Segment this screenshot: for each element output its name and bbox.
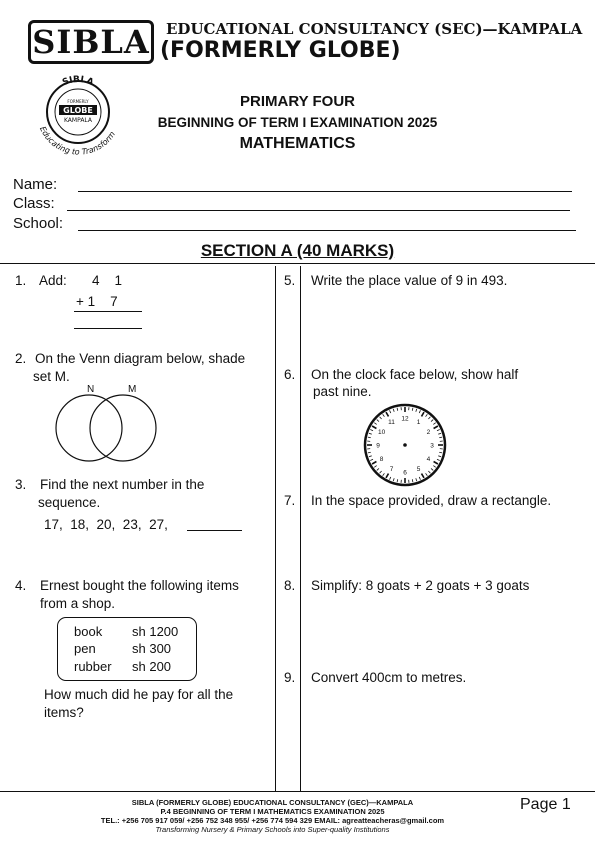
q3-text-continued: sequence. bbox=[38, 495, 101, 510]
column-divider-left bbox=[275, 266, 276, 791]
clock-number: 6 bbox=[403, 469, 407, 477]
item-name: pen bbox=[74, 641, 96, 656]
section-divider bbox=[0, 263, 595, 264]
item-price: sh 300 bbox=[132, 641, 172, 656]
logo-motto: Educating to Transform bbox=[37, 125, 118, 157]
clock-number: 4 bbox=[426, 456, 431, 463]
clock-number: 8 bbox=[379, 456, 384, 463]
clock-center bbox=[403, 443, 407, 447]
q1-text: Add: bbox=[39, 273, 67, 288]
school-line[interactable] bbox=[78, 230, 576, 231]
item-name: book bbox=[74, 624, 103, 639]
class-field[interactable] bbox=[13, 195, 55, 212]
clock-number: 3 bbox=[430, 442, 434, 450]
clock-number: 2 bbox=[426, 429, 431, 436]
clock-number: 1 bbox=[416, 419, 421, 427]
q1-top-number: 4 1 bbox=[92, 273, 123, 288]
q6-number: 6. bbox=[284, 367, 296, 382]
clock-number: 5 bbox=[416, 465, 421, 473]
q8-number: 8. bbox=[284, 578, 296, 593]
q5-text: Write the place value of 9 in 493. bbox=[311, 273, 508, 288]
q7-number: 7. bbox=[284, 493, 296, 508]
q6-text: On the clock face below, show half bbox=[311, 367, 519, 382]
shopping-items-box bbox=[57, 617, 197, 681]
q4-question-continued: items? bbox=[44, 705, 84, 720]
logo-top-text: SIBLA bbox=[61, 74, 95, 89]
class-level: PRIMARY FOUR bbox=[239, 93, 355, 110]
org-name: EDUCATIONAL CONSULTANCY (SEC)—KAMPALA bbox=[166, 20, 583, 38]
logo-formerly: FORMERLY bbox=[67, 99, 89, 104]
q3-answer-line[interactable] bbox=[187, 530, 242, 531]
q1-bottom-number: + 1 7 bbox=[76, 294, 118, 309]
clock-number: 10 bbox=[378, 429, 386, 436]
q4-number: 4. bbox=[15, 578, 27, 593]
footer-divider bbox=[0, 791, 595, 792]
q2-text-continued: set M. bbox=[33, 369, 70, 384]
q3-sequence: 17, 18, 20, 23, 27, bbox=[44, 517, 168, 532]
q4-question: How much did he pay for all the bbox=[44, 687, 234, 702]
q4-text-continued: from a shop. bbox=[40, 596, 116, 611]
venn-label-n: N bbox=[87, 384, 95, 395]
brand-name: SIBLA bbox=[32, 23, 150, 61]
class-label: Class: bbox=[13, 195, 55, 212]
brand-logo-box bbox=[28, 20, 154, 64]
item-price: sh 1200 bbox=[132, 624, 179, 639]
q2-text: On the Venn diagram below, shade bbox=[35, 351, 246, 366]
q9-number: 9. bbox=[284, 670, 296, 685]
q5-number: 5. bbox=[284, 273, 296, 288]
name-line[interactable] bbox=[78, 191, 572, 192]
footer-line2: P.4 BEGINNING OF TERM I MATHEMATICS EXAMINATION 2025 bbox=[160, 807, 385, 816]
footer-line1: SIBLA (FORMERLY GLOBE) EDUCATIONAL CONSULTANCY (GEC)—KAMPALA bbox=[131, 798, 414, 807]
name-field[interactable] bbox=[13, 176, 57, 193]
column-divider-right bbox=[300, 266, 301, 791]
school-label: School: bbox=[13, 215, 64, 232]
q4-text: Ernest bought the following items bbox=[40, 578, 239, 593]
footer-line3: TEL.: +256 705 917 059/ +256 752 348 955/ +256 774 594 329 EMAIL: agreatteacheras@gmail.com bbox=[100, 816, 445, 825]
q1-number: 1. bbox=[15, 273, 27, 288]
school-field[interactable] bbox=[13, 215, 63, 232]
venn-set-m[interactable] bbox=[90, 395, 156, 461]
q1-answer-line[interactable] bbox=[74, 328, 142, 329]
page-number: Page 1 bbox=[520, 796, 571, 813]
logo-sub-text: KAMPALA bbox=[63, 117, 93, 124]
exam-title: BEGINNING OF TERM I EXAMINATION 2025 bbox=[157, 115, 438, 130]
class-line[interactable] bbox=[67, 210, 570, 211]
venn-set-n[interactable] bbox=[56, 395, 122, 461]
clock-face[interactable] bbox=[362, 402, 448, 488]
q3-text: Find the next number in the bbox=[40, 477, 205, 492]
section-title: SECTION A (40 MARKS) bbox=[200, 241, 395, 260]
clock-number: 9 bbox=[376, 442, 380, 450]
name-label: Name: bbox=[13, 176, 58, 193]
logo-mid-text: GLOBE bbox=[63, 106, 93, 115]
q6-text-continued: past nine. bbox=[313, 384, 372, 399]
q9-text: Convert 400cm to metres. bbox=[311, 670, 467, 685]
clock-number: 12 bbox=[401, 415, 409, 423]
item-name: rubber bbox=[74, 659, 112, 674]
q8-text: Simplify: 8 goats + 2 goats + 3 goats bbox=[311, 578, 530, 593]
subject-title: MATHEMATICS bbox=[239, 135, 356, 152]
q1-sum-line-top bbox=[74, 311, 142, 312]
venn-label-m: M bbox=[128, 384, 137, 395]
venn-diagram[interactable] bbox=[50, 380, 170, 470]
q3-number: 3. bbox=[15, 477, 27, 492]
q2-number: 2. bbox=[15, 351, 27, 366]
clock-number: 7 bbox=[389, 465, 394, 473]
item-price: sh 200 bbox=[132, 659, 172, 674]
clock-number: 11 bbox=[388, 419, 395, 427]
org-former-name: (FORMERLY GLOBE) bbox=[160, 38, 401, 63]
q7-text: In the space provided, draw a rectangle. bbox=[311, 493, 552, 508]
footer-line4: Transforming Nursery & Primary Schools into Super-quality Institutions bbox=[155, 825, 390, 834]
